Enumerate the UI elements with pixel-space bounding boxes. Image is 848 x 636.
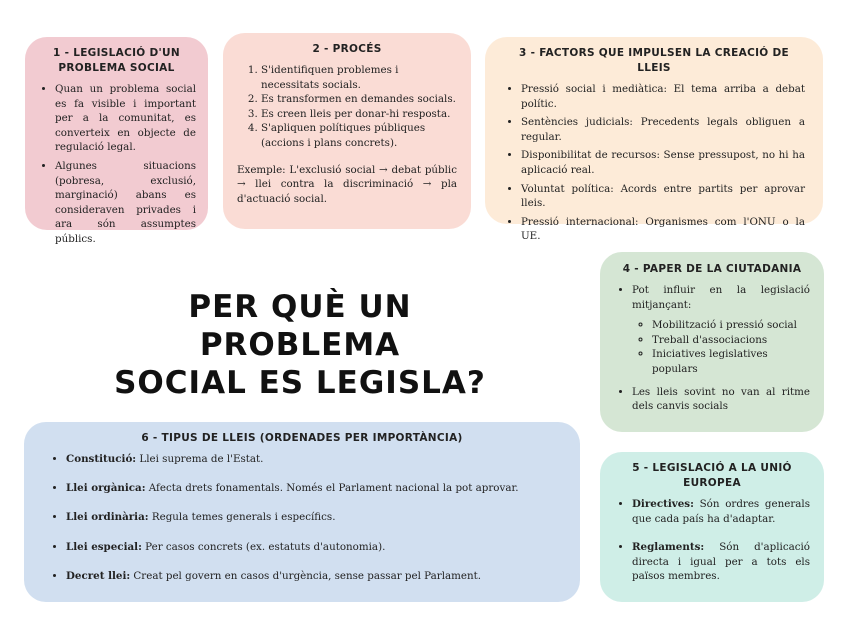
list-item — [632, 283, 810, 377]
list-item — [66, 569, 556, 584]
process-step: 2. Es transformen en demandes socials. — [261, 92, 457, 107]
citizenship-sub-list — [632, 318, 810, 376]
card-4-list — [614, 283, 810, 414]
list-item: • Quan un problema social es fa visible i important per a la comunitat, es converteix en objecte de regulació legal. — [55, 82, 196, 155]
card-4-title: 4 - PAPER DE LA CIUTADANIA — [622, 263, 802, 275]
list-item: • Pressió social i mediàtica: El tema arriba a debat polític. — [521, 82, 805, 111]
process-step: 1. S'identifiquen problemes i necessitats socials. — [261, 63, 457, 92]
card-6-list — [48, 452, 556, 583]
sub-list-item: ◦ Iniciatives legislatives populars — [652, 347, 810, 376]
process-steps — [237, 63, 457, 151]
process-step: 4. S'apliquen polítiques públiques (accions i plans concrets). — [261, 121, 457, 150]
card-law-factors — [485, 37, 823, 243]
list-item: • Disponibilitat de recursos: Sense pressupost, no hi ha aplicació real. — [521, 148, 805, 177]
list-item: • Les lleis sovint no van al ritme dels canvis socials — [632, 385, 810, 414]
process-step: 3. Es creen lleis per donar-hi resposta. — [261, 107, 457, 122]
page-title-line-1: PER QUÈ UN PROBLEMA — [188, 289, 412, 363]
list-item: • Algunes situacions (pobresa, exclusió, marginació) abans es consideraven privades i ara són assumptes públics. — [55, 159, 196, 247]
term: Reglaments: — [632, 541, 705, 554]
card-5-list — [614, 497, 810, 584]
term: Llei especial: — [66, 540, 142, 553]
list-item — [632, 540, 810, 584]
definition: Són d'aplicació directa i igual per a tots els països membres. — [632, 541, 810, 583]
page-title-line-2: SOCIAL ES LEGISLA? — [114, 365, 486, 401]
definition: Són ordres generals que cada país ha d'adaptar. — [632, 498, 810, 525]
definition: Creat pel govern en casos d'urgència, sense passar pel Parlament. — [130, 569, 482, 582]
card-social-problem-legislation — [25, 37, 208, 245]
page-title — [95, 288, 505, 402]
definition: Per casos concrets (ex. estatuts d'autonomia). — [141, 540, 386, 553]
list-item — [66, 452, 556, 467]
card-eu-legislation — [600, 452, 824, 602]
term: Decret llei: — [66, 569, 131, 582]
card-5-title: 5 - LEGISLACIÓ A LA UNIÓ EUROPEA — [632, 462, 792, 489]
definition: Afecta drets fonamentals. Només el Parlament nacional la pot aprovar. — [145, 482, 519, 495]
term: Llei ordinària: — [66, 511, 149, 524]
definition: Regula temes generals i específics. — [148, 511, 336, 524]
citizenship-intro: Pot influir en la legislació mitjançant: — [632, 284, 810, 311]
list-item: • Voluntat política: Acords entre partits per aprovar lleis. — [521, 182, 805, 211]
list-item — [66, 481, 556, 496]
list-item — [66, 540, 556, 555]
list-item: • Sentències judicials: Precedents legals obliguen a regular. — [521, 115, 805, 144]
definition: Llei suprema de l'Estat. — [136, 453, 264, 465]
card-3-title: 3 - FACTORS QUE IMPULSEN LA CREACIÓ DE LLEIS — [519, 47, 789, 74]
card-1-list — [37, 82, 196, 247]
term: Constitució: — [66, 453, 137, 465]
list-item: • Pressió internacional: Organismes com l'ONU o la UE. — [521, 215, 805, 244]
sub-list-item: ◦ Treball d'associacions — [652, 333, 810, 348]
sub-list-item: ◦ Mobilització i pressió social — [652, 318, 810, 333]
card-3-list — [503, 82, 805, 244]
term: Llei orgànica: — [66, 482, 146, 495]
card-process — [223, 33, 471, 229]
term: Directives: — [632, 498, 694, 510]
list-item — [66, 510, 556, 525]
process-example: Exemple: L'exclusió social → debat públic → llei contra la discriminació → pla d'actuació social. — [237, 163, 457, 205]
list-item — [632, 497, 810, 526]
card-6-title: 6 - TIPUS DE LLEIS (ORDENADES PER IMPORTÀNCIA) — [141, 432, 463, 444]
card-2-title: 2 - PROCÉS — [312, 43, 382, 55]
card-1-title: 1 - LEGISLACIÓ D'UN PROBLEMA SOCIAL — [53, 47, 180, 74]
card-citizenship-role — [600, 252, 824, 432]
card-law-types — [24, 422, 580, 602]
